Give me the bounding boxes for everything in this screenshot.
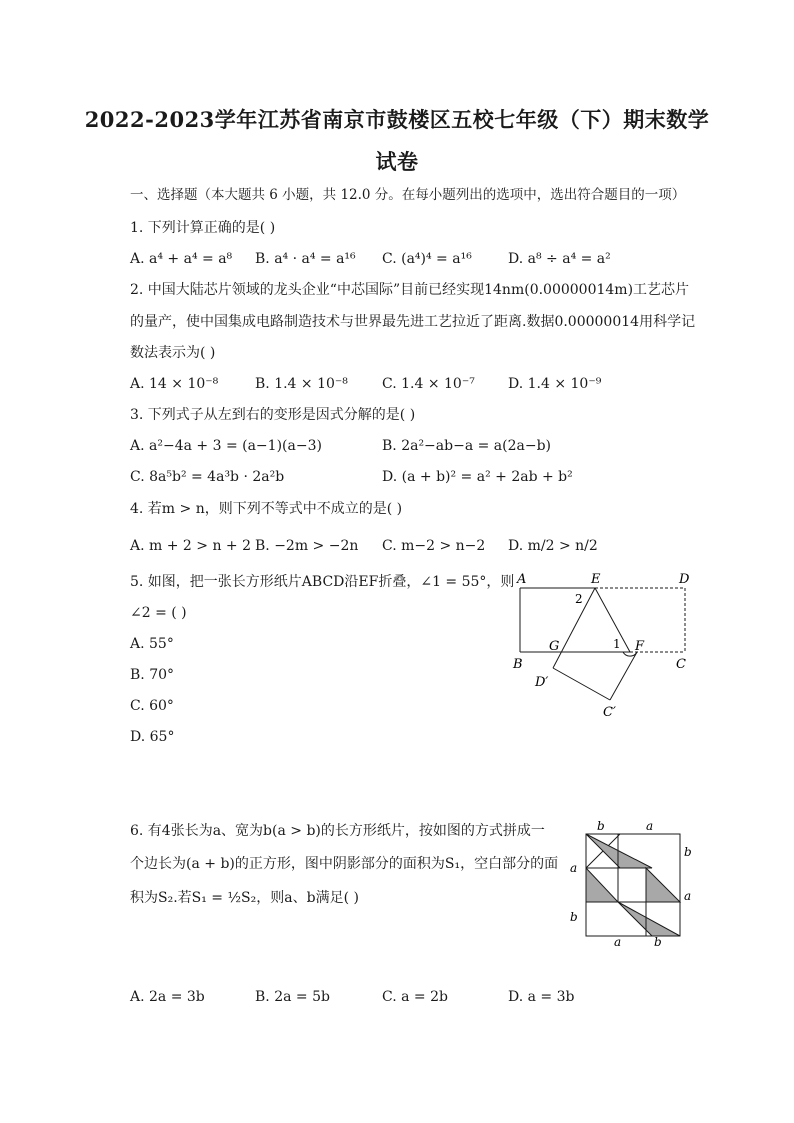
q4-option-d[interactable]: D. m/2 > n/2 xyxy=(508,538,598,554)
shaded-triangle-right xyxy=(646,868,680,902)
q2-line3: 数法表示为( ) xyxy=(130,345,216,361)
q5-option-b[interactable]: B. 70° xyxy=(130,667,175,683)
q5-line1: 5. 如图，把一张长方形纸片ABCD沿EF折叠，∠1 = 55°，则 xyxy=(130,574,515,590)
q6-option-c[interactable]: C. a = 2b xyxy=(382,989,448,1005)
exam-title-line2: 试卷 xyxy=(375,149,419,174)
q6-option-b[interactable]: B. 2a = 5b xyxy=(255,989,330,1005)
q6-option-a[interactable]: A. 2a = 3b xyxy=(130,989,205,1005)
folded-edge-cf xyxy=(610,652,637,700)
label-d-prime: D′ xyxy=(535,675,549,690)
q3-option-b[interactable]: B. 2a²−ab−a = a(2a−b) xyxy=(382,438,552,454)
label-c-prime: C′ xyxy=(603,705,616,720)
q1-stem: 1. 下列计算正确的是( ) xyxy=(130,220,276,236)
label-e: E xyxy=(591,572,601,587)
shaded-triangle-bottom xyxy=(618,902,680,936)
label-angle-2: 2 xyxy=(575,592,583,606)
q5-fold-figure xyxy=(505,568,705,728)
label-left-a: a xyxy=(570,861,578,875)
q2-line2: 的量产，使中国集成电路制造技术与世界最先进工艺拉近了距离.数据0.00000014用科学记 xyxy=(130,314,696,330)
label-angle-1: 1 xyxy=(613,637,621,651)
label-b: B xyxy=(513,657,523,672)
label-bottom-b: b xyxy=(654,935,662,948)
label-d: D xyxy=(679,572,690,587)
label-c: C xyxy=(676,657,686,672)
shaded-triangle-top xyxy=(586,834,652,868)
q6-line3: 积为S₂.若S₁ = ½S₂，则a、b满足( ) xyxy=(130,890,359,906)
q1-option-a[interactable]: A. a⁴ + a⁴ = a⁸ xyxy=(130,251,233,267)
folded-edge-ed xyxy=(553,588,595,668)
q3-stem: 3. 下列式子从左到右的变形是因式分解的是( ) xyxy=(130,407,416,423)
label-right-b: b xyxy=(684,845,692,859)
q2-option-c[interactable]: C. 1.4 × 10⁻⁷ xyxy=(382,376,475,392)
q2-option-a[interactable]: A. 14 × 10⁻⁸ xyxy=(130,376,219,392)
q4-option-b[interactable]: B. −2m > −2n xyxy=(255,538,359,554)
q1-option-d[interactable]: D. a⁸ ÷ a⁴ = a² xyxy=(508,251,611,267)
label-right-a: a xyxy=(684,889,692,903)
section-heading: 一、选择题（本大题共 6 小题，共 12.0 分。在每小题列出的选项中，选出符合题目的一项） xyxy=(130,187,686,203)
q2-option-b[interactable]: B. 1.4 × 10⁻⁸ xyxy=(255,376,348,392)
q3-option-a[interactable]: A. a²−4a + 3 = (a−1)(a−3) xyxy=(130,438,322,454)
q5-option-a[interactable]: A. 55° xyxy=(130,636,174,652)
label-top-b: b xyxy=(597,819,605,833)
q1-option-b[interactable]: B. a⁴ · a⁴ = a¹⁶ xyxy=(255,251,356,267)
label-g: G xyxy=(549,639,560,654)
folded-edge-dc xyxy=(553,668,610,700)
q3-option-d[interactable]: D. (a + b)² = a² + 2ab + b² xyxy=(382,469,573,485)
q2-line1: 2. 中国大陆芯片领域的龙头企业“中芯国际”目前已经实现14nm(0.00000014m)工艺芯片 xyxy=(130,282,690,298)
label-f: F xyxy=(635,639,645,654)
label-bottom-a: a xyxy=(614,935,622,948)
shaded-triangle-left xyxy=(586,868,618,902)
q4-stem: 4. 若m > n，则下列不等式中不成立的是( ) xyxy=(130,501,403,517)
q6-option-d[interactable]: D. a = 3b xyxy=(508,989,575,1005)
q6-line1: 6. 有4张长为a、宽为b(a > b)的长方形纸片，按如图的方式拼成一 xyxy=(130,823,545,839)
q6-square-figure xyxy=(562,818,702,948)
label-top-a: a xyxy=(646,819,654,833)
q1-option-c[interactable]: C. (a⁴)⁴ = a¹⁶ xyxy=(382,251,472,267)
label-left-b: b xyxy=(570,910,578,924)
q5-line2: ∠2 = ( ) xyxy=(130,605,187,621)
q3-option-c[interactable]: C. 8a⁵b² = 4a³b · 2a²b xyxy=(130,469,285,485)
q6-line2: 个边长为(a + b)的正方形，图中阴影部分的面积为S₁，空白部分的面 xyxy=(130,856,559,872)
q4-option-c[interactable]: C. m−2 > n−2 xyxy=(382,538,486,554)
q5-option-d[interactable]: D. 65° xyxy=(130,729,175,745)
q5-option-c[interactable]: C. 60° xyxy=(130,698,174,714)
q2-option-d[interactable]: D. 1.4 × 10⁻⁹ xyxy=(508,376,602,392)
label-a: A xyxy=(517,572,527,587)
q4-option-a[interactable]: A. m + 2 > n + 2 xyxy=(130,538,252,554)
exam-title-line1: 2022-2023学年江苏省南京市鼓楼区五校七年级（下）期末数学 xyxy=(84,107,710,132)
